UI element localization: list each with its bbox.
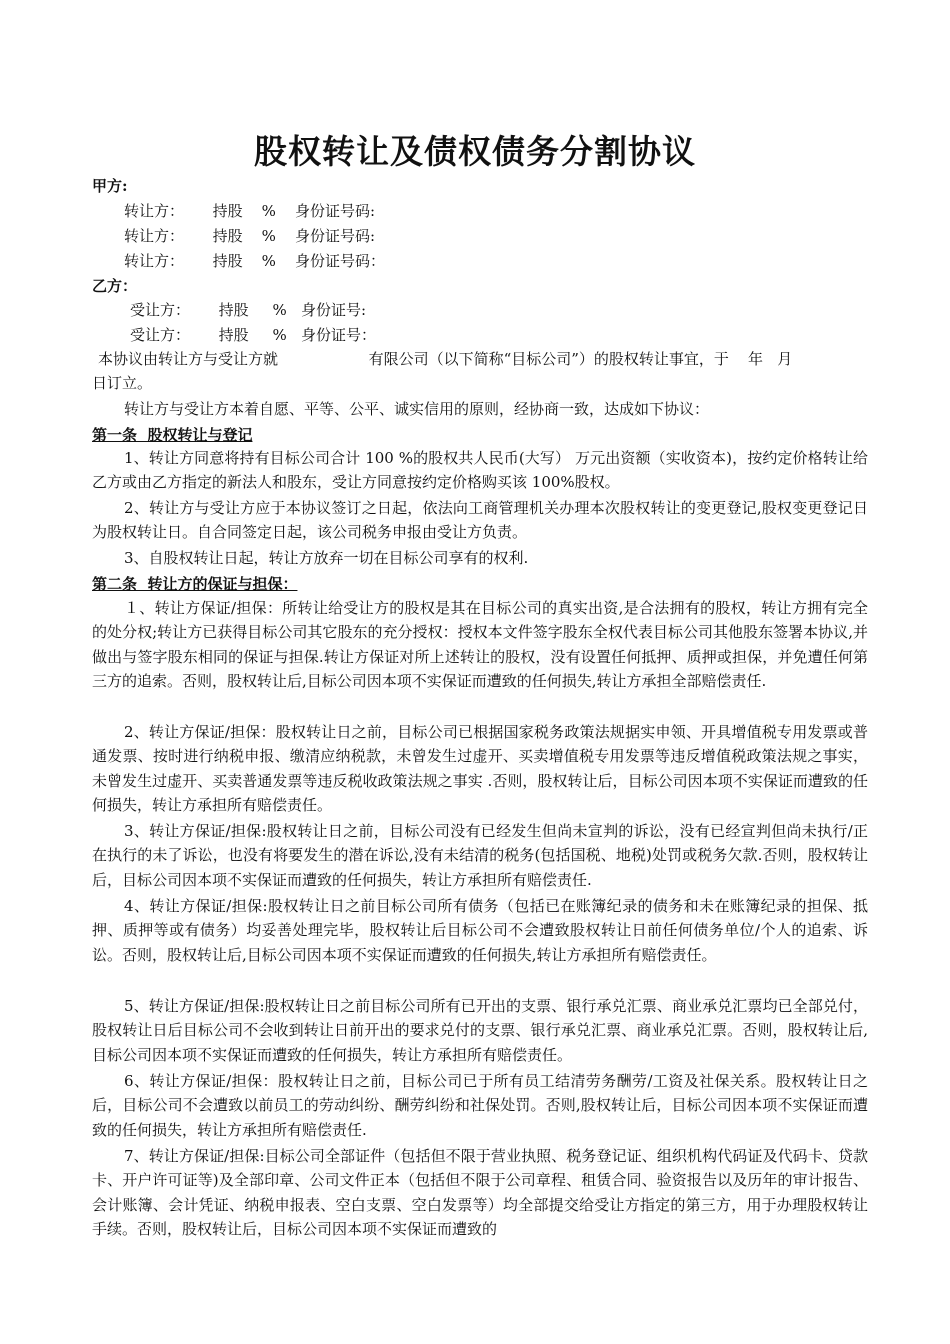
article-2-clause: 5、转让方保证/担保:股权转让日之前目标公司所有已开出的支票、银行承兑汇票、商业承兑汇票均已全部兑付，股权转让日后目标公司不会收到转让日前开出的要求兑付的支票、银行承兑汇票、商业承兑汇票。否则，股权转让后,目标公司因本项不实保证而遭致的任何损失，转让方承担所有赔偿责任。 [92,997,868,1064]
intro-line: 转让方与受让方本着自愿、平等、公平、诚实信用的原则，经协商一致，达成如下协议： [124,400,710,418]
article-2-clause: 4、转让方保证/担保:股权转让日之前目标公司所有债务（包括已在账簿纪录的债务和未在账簿纪录的担保、抵押、质押等或有债务）均妥善处理完毕，股权转让后目标公司不会遭致股权转让日前任何债务单位/个人的追索、诉讼。否则，股权转让后,目标公司因本项不实保证而遭致的任何损失,转让方承担所有赔偿责任。 [92,897,868,964]
party-a-row: 转让方： 持股 % 身份证号码: [124,202,376,220]
article-2-clause: 7、转让方保证/担保:目标公司全部证件（包括但不限于营业执照、税务登记证、组织机构代码证及代码卡、贷款卡、开户许可证等)及全部印章、公司文件正本（包括但不限于公司章程、租赁合同、验资报告以及历年的审计报告、会计账簿、会计凭证、纳税申报表、空白支票、空白发票等）均全部提交给受让方指定的第三方，用于办理股权转让手续。否则，股权转让后，目标公司因本项不实保证而遭致的 [92,1147,868,1239]
document-title: 股权转让及债权债务分割协议 [254,132,696,171]
party-b-label: 乙方： [92,277,138,295]
article-2-heading: 第二条 转让方的保证与担保： [92,575,298,593]
party-a-row: 转让方： 持股 % 身份证号码: [124,227,376,245]
article-2-clause: １、转让方保证/担保：所转让给受让方的股权是其在目标公司的真实出资,是合法拥有的股权，转让方拥有完全的处分权;转让方已获得目标公司其它股东的充分授权：授权本文件签字股东全权代表目标公司其他股东签署本协议,并做出与签字股东相同的保证与担保.转让方保证对所上述转让的股权，没有设置任何抵押、质押或担保，并免遭任何第三方的追索。否则，股权转让后,目标公司因本项不实保证而遭致的任何损失,转让方承担全部赔偿责任. [92,599,868,691]
article-2-clause: 2、转让方保证/担保：股权转让日之前，目标公司已根据国家税务政策法规据实申领、开具增值税专用发票或普通发票、按时进行纳税申报、缴清应纳税款，未曾发生过虚开、买卖增值税专用发票等违反增值税政策法规之事实，未曾发生过虚开、买卖普通发票等违反税收政策法规之事实 .否则，股权转让后，目标公司因本项不实保证而遭致的任何损失，转让方承担所有赔偿责任。 [92,723,868,815]
party-a-row: 转让方： 持股 % 身份证号码： [124,252,386,270]
article-1-clause: 1、转让方同意将持有目标公司合计 100 %的股权共人民币(大写） 万元出资额（实收资本)，按约定价格转让给乙方或由乙方指定的新法人和股东，受让方同意按约定价格购买该 100%股权。 [92,449,868,492]
party-a-label: 甲方: [92,177,128,195]
article-2-clause: 3、转让方保证/担保:股权转让日之前，目标公司没有已经发生但尚未宣判的诉讼，没有已经宣判但尚未执行/正在执行的未了诉讼，也没有将要发生的潜在诉讼,没有未结清的税务(包括国税、地税)处罚或税务欠款.否则，股权转让后，目标公司因本项不实保证而遭致的任何损失，转让方承担所有赔偿责任. [92,822,868,889]
article-1-clause: 2、转让方与受让方应于本协议签订之日起，依法向工商管理机关办理本次股权转让的变更登记,股权变更登记日为股权转让日。自合同签定日起，该公司税务申报由受让方负责。 [92,499,868,542]
party-b-row: 受让方： 持股 % 身份证号： [130,326,377,344]
article-1-clause: 3、自股权转让日起，转让方放弃一切在目标公司享有的权利. [124,549,529,567]
party-b-row: 受让方： 持股 % 身份证号: [130,301,367,319]
article-1-heading: 第一条 股权转让与登记 [92,426,253,444]
intro-line: 本协议由转让方与受让方就 有限公司（以下简称“目标公司”）的股权转让事宜，于 年 月 [98,350,793,368]
intro-line: 日订立。 [92,374,153,392]
article-2-clause: 6、转让方保证/担保：股权转让日之前，目标公司已于所有员工结清劳务酬劳/工资及社保关系。股权转让日之后，目标公司不会遭致以前员工的劳动纠纷、酬劳纠纷和社保处罚。否则,股权转让后，目标公司因本项不实保证而遭致的任何损失，转让方承担所有赔偿责任. [92,1072,868,1139]
